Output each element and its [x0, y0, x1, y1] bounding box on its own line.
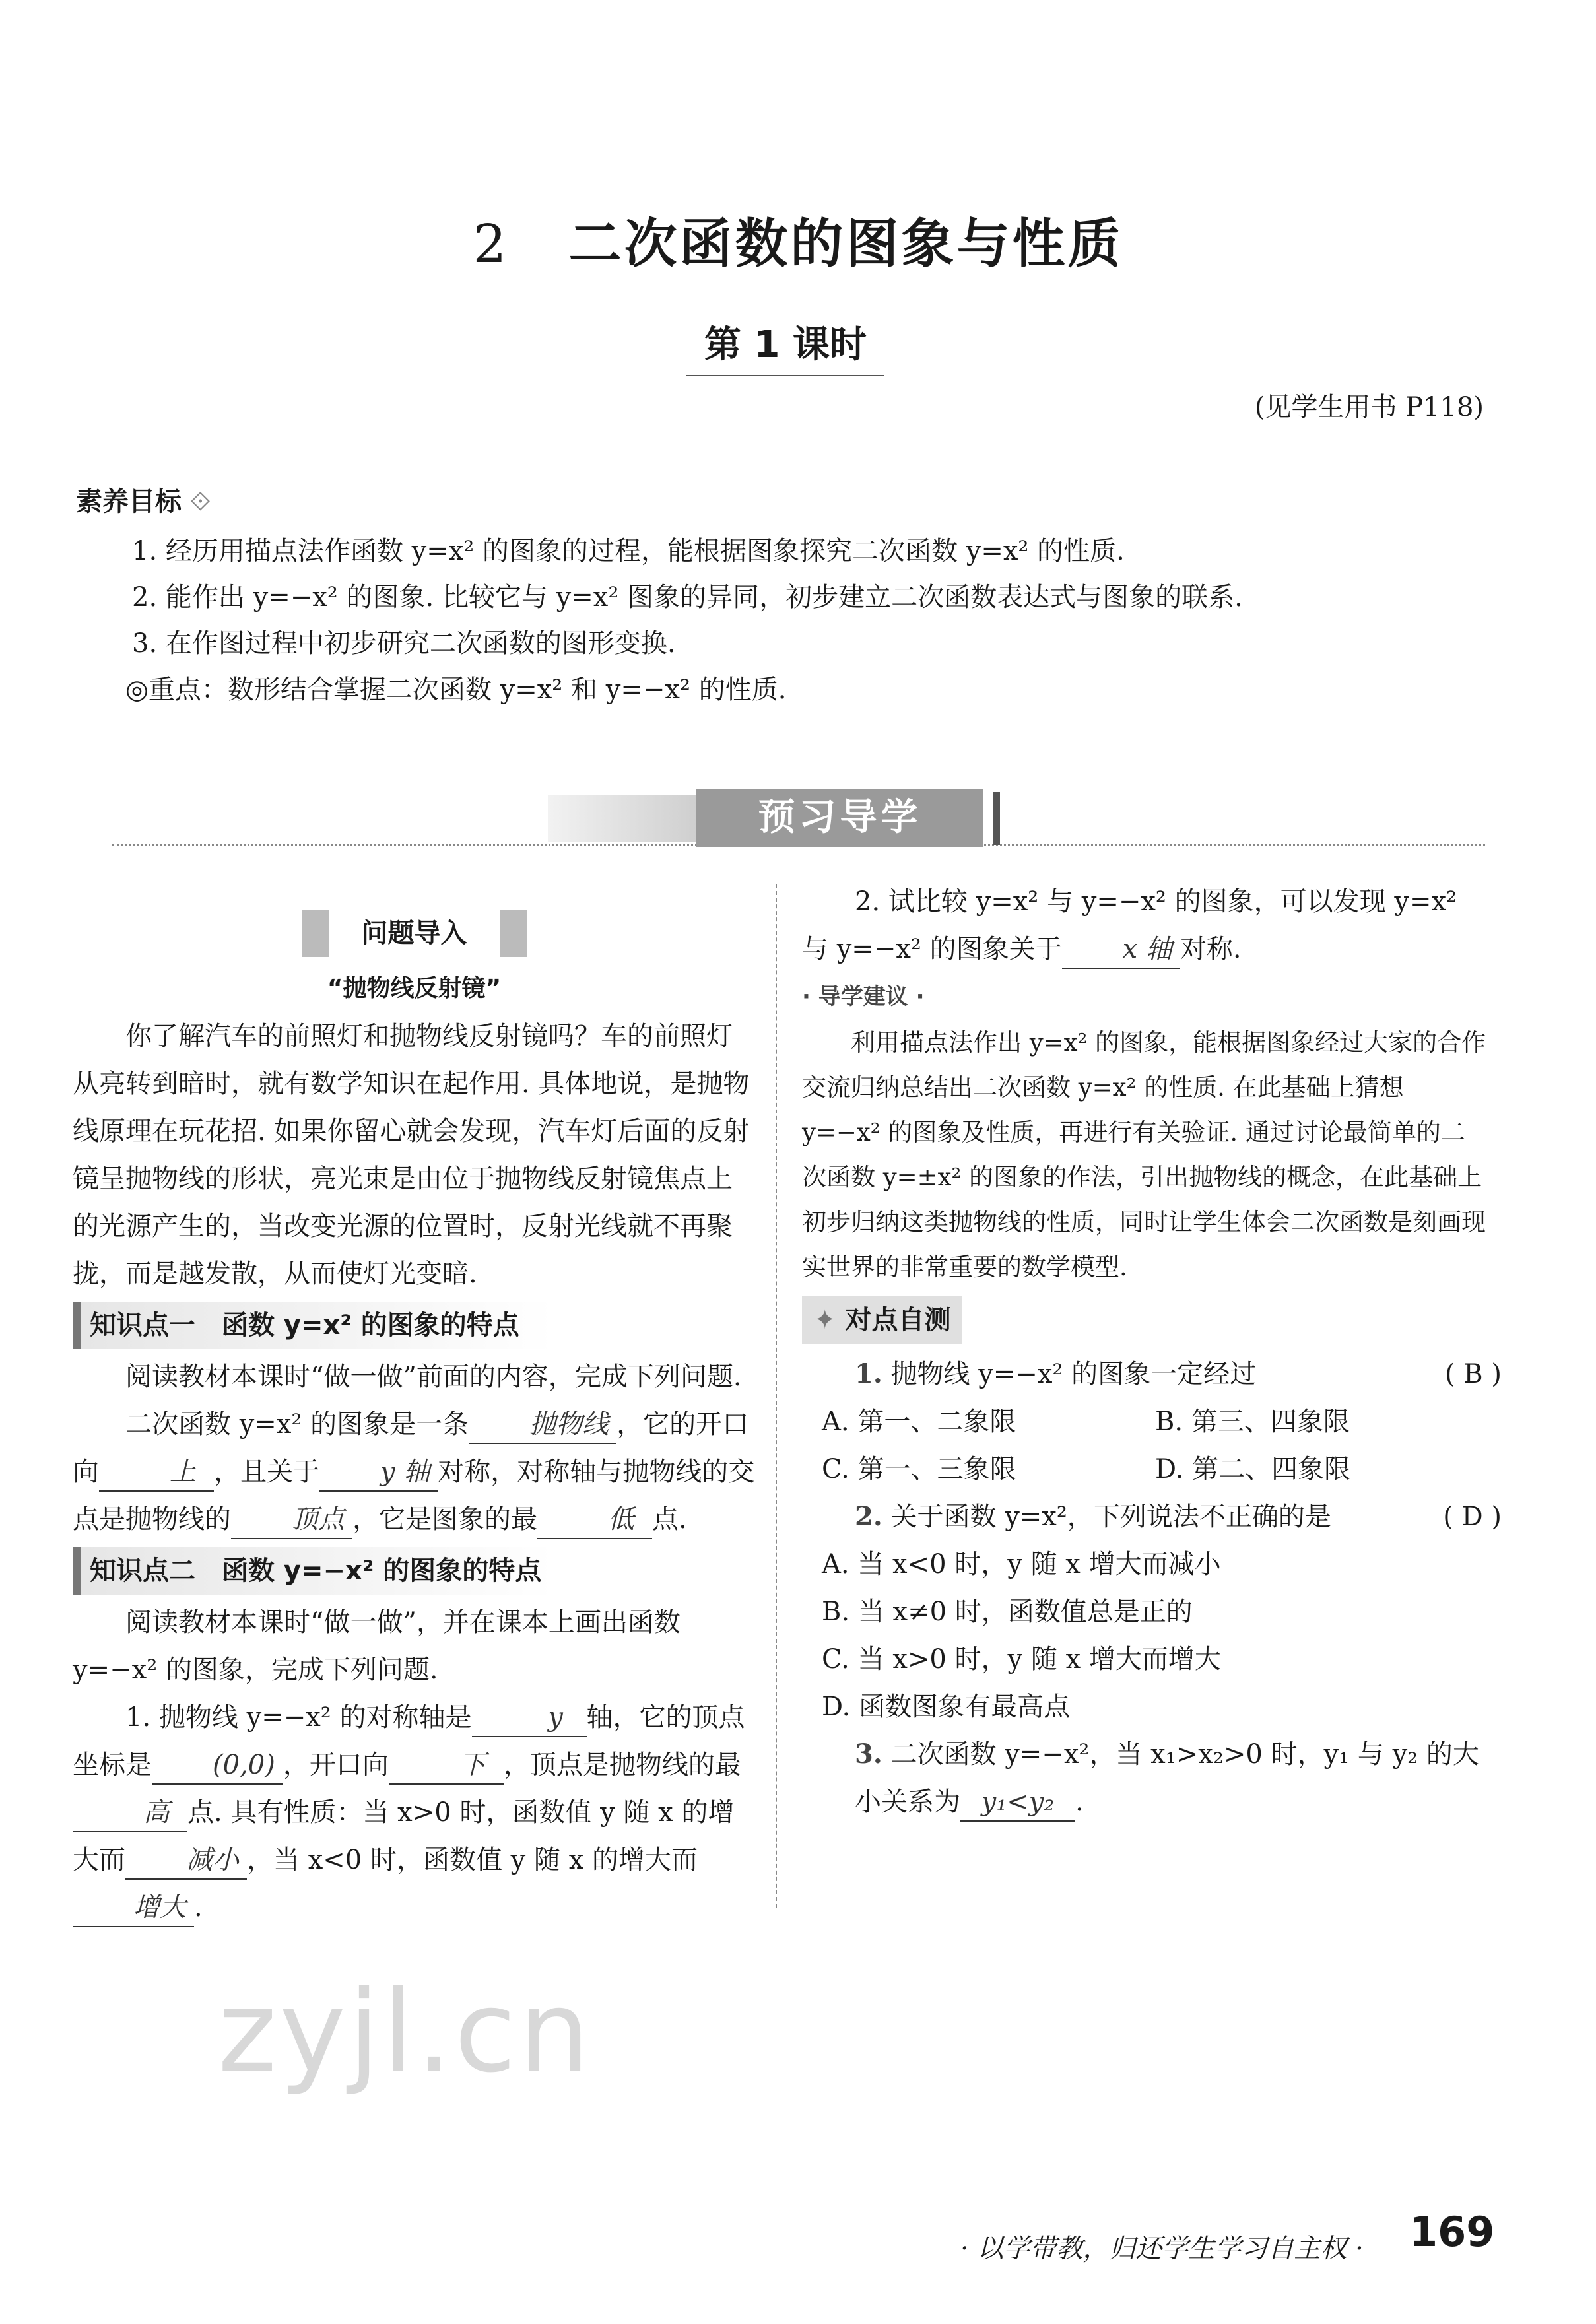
lesson-label: 第 1 课时 [686, 315, 884, 376]
answer-blank: 抛物线 [469, 1406, 616, 1444]
question-3: 3. 二次函数 y=−x²，当 x₁>x₂>0 时，y₁ 与 y₂ 的大小关系为 y₁<y₂ . [802, 1731, 1488, 1826]
section-banner: 预习导学 [696, 789, 983, 847]
answer-blank: 增大 [73, 1889, 194, 1927]
option: B. 第三、四象限 [1155, 1407, 1350, 1437]
page-title [0, 201, 1596, 277]
kp2-intro: 阅读教材本课时“做一做”，并在课本上画出函数 y=−x² 的图象，完成下列问题. [73, 1607, 681, 1685]
chapter-title: 二次函数的图象与性质 [568, 213, 1123, 275]
guide-heading: · 导学建议 · [802, 983, 925, 1010]
option: B. 当 x≠0 时，函数值总是正的 [822, 1597, 1193, 1627]
answer-blank: y₁<y₂ [960, 1783, 1075, 1822]
goal-item: 3. 在作图过程中初步研究二次函数的图形变换. [132, 628, 676, 659]
answer-blank: (0,0) [152, 1746, 283, 1785]
goal-key-point: ◎重点：数形结合掌握二次函数 y=x² 和 y=−x² 的性质. [125, 675, 787, 705]
guide-text: 利用描点法作出 y=x² 的图象，能根据图象经过大家的合作交流归纳总结出二次函数 y=x² 的性质. 在此基础上猜想 y=−x² 的图象及性质，再进行有关验证. 通过讨论最简单的二次函数 y=±x² 的图象的作法，引出抛物线的概念，在此基础上初步归纳这类抛物线的性质，同时让学生体会二次函数是刻画现实世界的非常重要的数学模型. [802, 1028, 1486, 1281]
right-column [802, 878, 1502, 1826]
answer-blank: y 轴 [319, 1453, 438, 1492]
compare-question: 2. 试比较 y=x² 与 y=−x² 的图象，可以发现 y=x² 与 y=−x² 的图象关于 x 轴 对称. [802, 878, 1488, 973]
question-answer: ( B ) [1444, 1359, 1502, 1389]
goal-item: 2. 能作出 y=−x² 的图象. 比较它与 y=x² 图象的异同，初步建立二次函数表达式与图象的联系. [132, 582, 1243, 613]
chapter-number: 2 [473, 213, 510, 275]
answer-blank: 上 [99, 1453, 214, 1492]
passage-text: 你了解汽车的前照灯和抛物线反射镜吗？车的前照灯从亮转到暗时，就有数学知识在起作用. 具体地说，是抛物线原理在玩花招. 如果你留心就会发现，汽车灯后面的反射镜呈抛物线的形状，亮光束是由位于抛物线反射镜焦点上的光源产生的，当改变光源的位置时，反射光线就不再聚拢，而是越发散，从而使灯光变暗. [73, 1021, 750, 1289]
goals-heading: 素养目标 ⟐ [76, 486, 211, 517]
watermark: zyjl.cn [218, 1967, 593, 2098]
left-column [73, 904, 756, 1931]
book-reference: (见学生用书 P118) [1254, 392, 1484, 422]
kp1-fill-in: 二次函数 y=x² 的图象是一条 抛物线 ，它的开口向 上 ，且关于 y 轴 对称，对称轴与抛物线的交点是抛物线的 顶点 ，它是图象的最 低 点. [73, 1401, 756, 1543]
answer-blank: 低 [537, 1501, 652, 1539]
goals-list [125, 528, 1243, 713]
diamond-icon: ✦ [814, 1305, 846, 1335]
banner-decoration [548, 795, 696, 842]
knowledge-point-1-title: 知识点一 函数 y=x² 的图象的特点 [73, 1302, 756, 1349]
goal-item: 1. 经历用描点法作函数 y=x² 的图象的过程，能根据图象探究二次函数 y=x² 的性质. [132, 536, 1125, 566]
option: A. 第一、二象限 [822, 1407, 1016, 1437]
answer-blank: y [472, 1699, 587, 1737]
answer-blank: 减小 [125, 1842, 247, 1880]
passage-title: “抛物线反射镜” [327, 975, 502, 1002]
question-stem: 关于函数 y=x²，下列说法不正确的是 [890, 1502, 1331, 1532]
footer-motto: · 以学带教，归还学生学习自主权 · [960, 2234, 1364, 2264]
answer-blank: 顶点 [231, 1501, 352, 1539]
self-test-heading: ✦ 对点自测 [802, 1296, 962, 1344]
option: D. 函数图象有最高点 [822, 1692, 1071, 1722]
banner-bar [993, 792, 1000, 845]
intro-heading: 问题导入 [302, 910, 527, 957]
question-stem: 抛物线 y=−x² 的图象一定经过 [890, 1359, 1257, 1389]
kp1-intro: 阅读教材本课时“做一做”前面的内容，完成下列问题. [125, 1362, 742, 1392]
page-number: 169 [1409, 2208, 1495, 2256]
column-divider [776, 884, 777, 1908]
knowledge-point-2-title: 知识点二 函数 y=−x² 的图象的特点 [73, 1547, 756, 1595]
kp2-fill-in: 1. 抛物线 y=−x² 的对称轴是 y 轴，它的顶点坐标是 (0,0) ，开口向 下 ，顶点是抛物线的最高 点. 具有性质：当 x>0 时，函数值 y 随 x 的增大而 减小 ，当 x<0 时，函数值 y 随 x 的增大而增大 . [73, 1694, 756, 1931]
question-1: 1. 抛物线 y=−x² 的图象一定经过 ( B ) A. 第一、二象限 B. 第三、四象限 C. 第一、三象限 D. 第二、四象限 [802, 1350, 1488, 1493]
option: D. 第二、四象限 [1155, 1454, 1351, 1484]
answer-blank: x 轴 [1062, 931, 1180, 969]
question-2: 2. 关于函数 y=x²，下列说法不正确的是 ( D ) A. 当 x<0 时，y 随 x 增大而减小 B. 当 x≠0 时，函数值总是正的 C. 当 x>0 时，y 随 x 增大而增大 D. 函数图象有最高点 [802, 1493, 1488, 1731]
option: A. 当 x<0 时，y 随 x 增大而减小 [822, 1549, 1221, 1579]
option: C. 第一、三象限 [822, 1454, 1016, 1484]
answer-blank: 高 [73, 1794, 187, 1832]
question-answer: ( D ) [1443, 1502, 1502, 1532]
arrow-icon: ⟐ [182, 486, 211, 517]
option: C. 当 x>0 时，y 随 x 增大而增大 [822, 1644, 1221, 1675]
answer-blank: 下 [389, 1746, 504, 1785]
